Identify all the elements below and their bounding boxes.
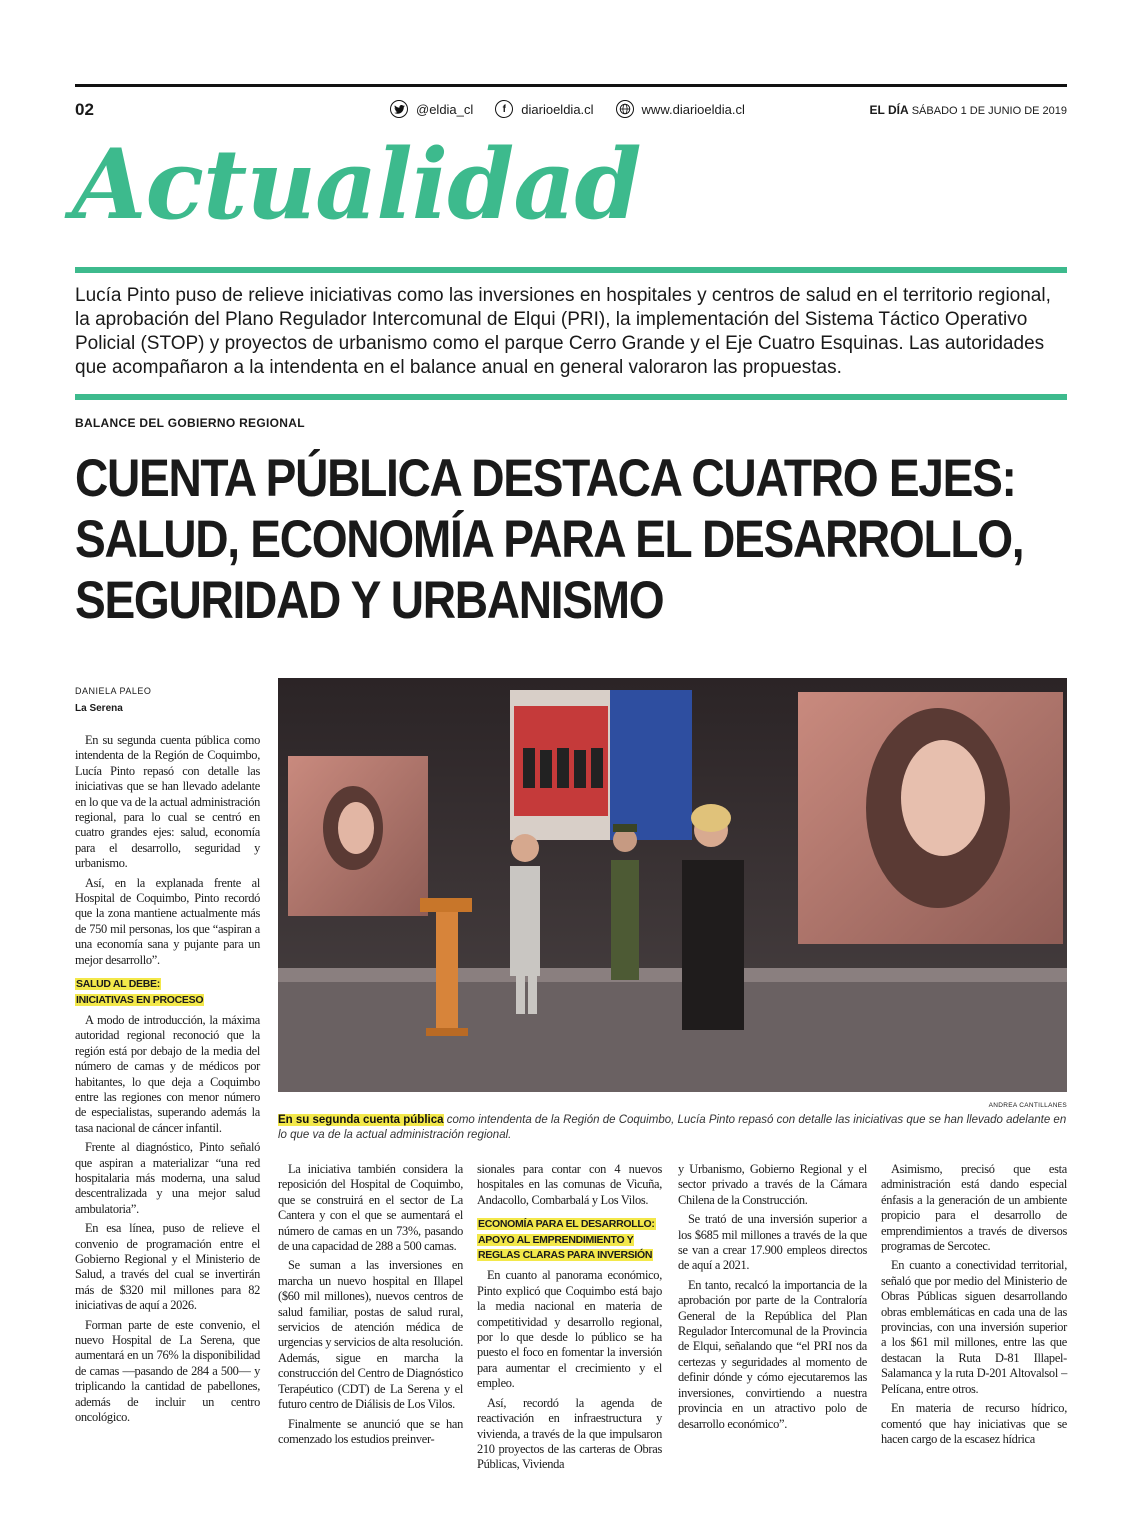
twitter-handle: @eldia_cl (416, 101, 474, 117)
paragraph: En tanto, recalcó la importancia de la aprobación por parte de la Contraloría General de la República del Plan Regulador Intercomunal de la Provincia de Elqui, señalando que “el PRI nos da certezas y seguridades al momento de definir dónde y cómo ejecutaremos las inversiones, convirtiendo a nuestra provincia en un atractivo polo de desarrollo económico”. (678, 1277, 867, 1431)
facebook-icon: f (495, 100, 513, 118)
paragraph: Así, en la explanada frente al Hospital de Coquimbo, Pinto recordó que la zona mantiene actualmente más de 750 mil personas, los que “aspiran a una economía sana y pujante para un mejor desarrollo”. (75, 875, 260, 967)
subheading (477, 1216, 662, 1262)
paragraph: En cuanto a conectividad territorial, señaló que por medio del Ministerio de Obras Públicas siguen desarrollando obras emblemáticas en cada una de las provincias, con una inversión superior a los $61 mil millones, entre las que destacan la Ruta D-81 Illapel-Salamanca y la ruta D-201 Altovalsol – Pelícana, entre otros. (881, 1258, 1067, 1396)
paragraph: sionales para contar con 4 nuevos hospitales en las comunas de Vicuña, Andacollo, Combarbalá y Los Vilos. (477, 1162, 662, 1207)
headline-line: CUENTA PÚBLICA DESTACA CUATRO EJES: (75, 449, 1016, 508)
social-links (390, 100, 745, 118)
twitter-icon (390, 100, 408, 118)
page-number: 02 (75, 100, 94, 119)
paragraph: Finalmente se anunció que se han comenzado los estudios preinver- (278, 1416, 463, 1446)
paragraph: En materia de recurso hídrico, comentó que hay iniciativas que se hacen cargo de la escasez hídrica (881, 1401, 1067, 1446)
paragraph: Así, recordó la agenda de reactivación en infraestructura y vivienda, a través de la que impulsaron 210 proyectos de las carteras de Obras Públicas, Vivienda (477, 1395, 662, 1472)
caption-text: como intendenta de la Región de Coquimbo, Lucía Pinto repasó con detalle las iniciativas que se han llevado adelante en lo que va de la actual administración regional. (278, 1114, 1067, 1141)
headline (75, 448, 1024, 631)
globe-icon (616, 100, 634, 118)
paragraph: Frente al diagnóstico, Pinto señaló que aspiran a materializar “una red hospitalaria más moderna, una salud descentralizada y una mejor salud ambulatoria”. (75, 1140, 260, 1216)
subheading (75, 976, 260, 1007)
header-rule (75, 84, 1067, 87)
paragraph: En esa línea, puso de relieve el convenio de programación entre el Gobierno Regional y el Ministerio de Salud, a través del cual se invertirán más de $320 mil millones para 82 iniciativas de aquí a 2026. (75, 1221, 260, 1313)
facebook-handle: diarioeldia.cl (521, 101, 594, 117)
dateline-place: La Serena (75, 703, 123, 714)
paragraph: Asimismo, precisó que esta administración está dando especial énfasis a la generación de un ambiente propicio para el desarrollo de emprendimientos a través de diversos programas de Sercotec. (881, 1162, 1067, 1254)
article-column-2 (278, 1162, 463, 1451)
website-url: www.diarioeldia.cl (641, 101, 745, 117)
website-link[interactable] (616, 100, 745, 118)
section-rule-top (75, 267, 1067, 273)
photo-credit: ANDREA CANTILLANES (988, 1102, 1067, 1109)
subheading-line: SALUD AL DEBE: (76, 978, 160, 991)
paragraph: La iniciativa también considera la reposición del Hospital de Coquimbo, que se construirá en el sector de La Cantera y con el que se aumentará el número de camas en un 73%, pasando de una capacidad de 288 a 500 camas. (278, 1162, 463, 1254)
photo-caption (278, 1113, 1067, 1143)
article-column-4 (678, 1162, 867, 1436)
subheading-line: INICIATIVAS EN PROCESO (76, 993, 204, 1006)
section-rule-bottom (75, 394, 1067, 400)
issue-date: SÁBADO 1 DE JUNIO DE 2019 (911, 105, 1067, 117)
headline-line: SALUD, ECONOMÍA PARA EL DESARROLLO, (75, 510, 1024, 569)
article-photo (278, 678, 1067, 1092)
paragraph: y Urbanismo, Gobierno Regional y el sector privado a través de la Cámara Chilena de la Construcción. (678, 1162, 867, 1207)
event-photo-illustration (278, 678, 1067, 1092)
facebook-link[interactable] (495, 100, 593, 118)
paper-name: EL DÍA (869, 103, 909, 117)
headline-line: SEGURIDAD Y URBANISMO (75, 571, 664, 630)
subheading-line: REGLAS CLARAS PARA INVERSIÓN (478, 1249, 653, 1262)
lede: Lucía Pinto puso de relieve iniciativas como las inversiones en hospitales y centros de salud en el territorio regional, la aprobación del Plano Regulador Intercomunal de Elqui (PRI), la implementación del Sistema Táctico Operativo Policial (STOP) y proyectos de urbanismo como el parque Cerro Grande y el Eje Cuatro Esquinas. Las autoridades que acompañaron a la intendenta en el balance anual en general valoraron las propuestas. (75, 285, 1051, 378)
paragraph: Forman parte de este convenio, el nuevo Hospital de La Serena, que aumentará en un 76% la disponibilidad de camas —pasando de 284 a 500— y triplicando la cantidad de pabellones, además de incluir un centro oncológico. (75, 1317, 260, 1425)
byline: DANIELA PALEO (75, 686, 152, 696)
paragraph: Se trató de una inversión superior a los $685 mil millones a través de la que se van a crear 17.900 empleos directos de aquí a 2021. (678, 1212, 867, 1273)
paragraph: En cuanto al panorama económico, Pinto explicó que Coquimbo está bajo la media nacional en materia de competitividad y desarrollo regional, por lo que desde lo público se ha puesto el foco en fomentar la inversión para aumentar el crecimiento y el empleo. (477, 1268, 662, 1391)
paragraph: Se suman a las inversiones en marcha un nuevo hospital en Illapel ($60 mil millones), nuevos centros de salud familiar, postas de salud rural, servicios de atención médica de urgencias y servicios de alta resolución. Además, sigue en marcha la construcción del Centro de Diagnóstico Terapéutico (CDT) de La Serena y el futuro centro de Diálisis de Los Vilos. (278, 1258, 463, 1412)
subheading-line: ECONOMÍA PARA EL DESARROLLO: (478, 1218, 655, 1231)
twitter-link[interactable] (390, 100, 473, 118)
subheading-line: APOYO AL EMPRENDIMIENTO Y (478, 1233, 634, 1246)
article-column-1 (75, 733, 260, 1429)
section-title: Actualidad (72, 128, 641, 241)
paragraph: En su segunda cuenta pública como intendenta de la Región de Coquimbo, Lucía Pinto repasó con detalle las iniciativas que se han llevado adelante en lo que va de la actual administración regional, para lo cual se centró en cuatro grandes ejes: salud, economía para el desarrollo, seguridad y urbanismo. (75, 733, 260, 871)
article-column-5 (881, 1162, 1067, 1451)
kicker: BALANCE DEL GOBIERNO REGIONAL (75, 416, 305, 430)
dateline (870, 103, 1067, 117)
article-column-3 (477, 1162, 662, 1477)
paragraph: A modo de introducción, la máxima autoridad regional reconoció que la región está por debajo de la media del número de camas y de médicos por habitantes, lo que deja a Coquimbo entre las regiones con menor número de especialistas, superando además la tasa nacional de cáncer infantil. (75, 1012, 260, 1135)
caption-lead: En su segunda cuenta pública (278, 1114, 444, 1126)
